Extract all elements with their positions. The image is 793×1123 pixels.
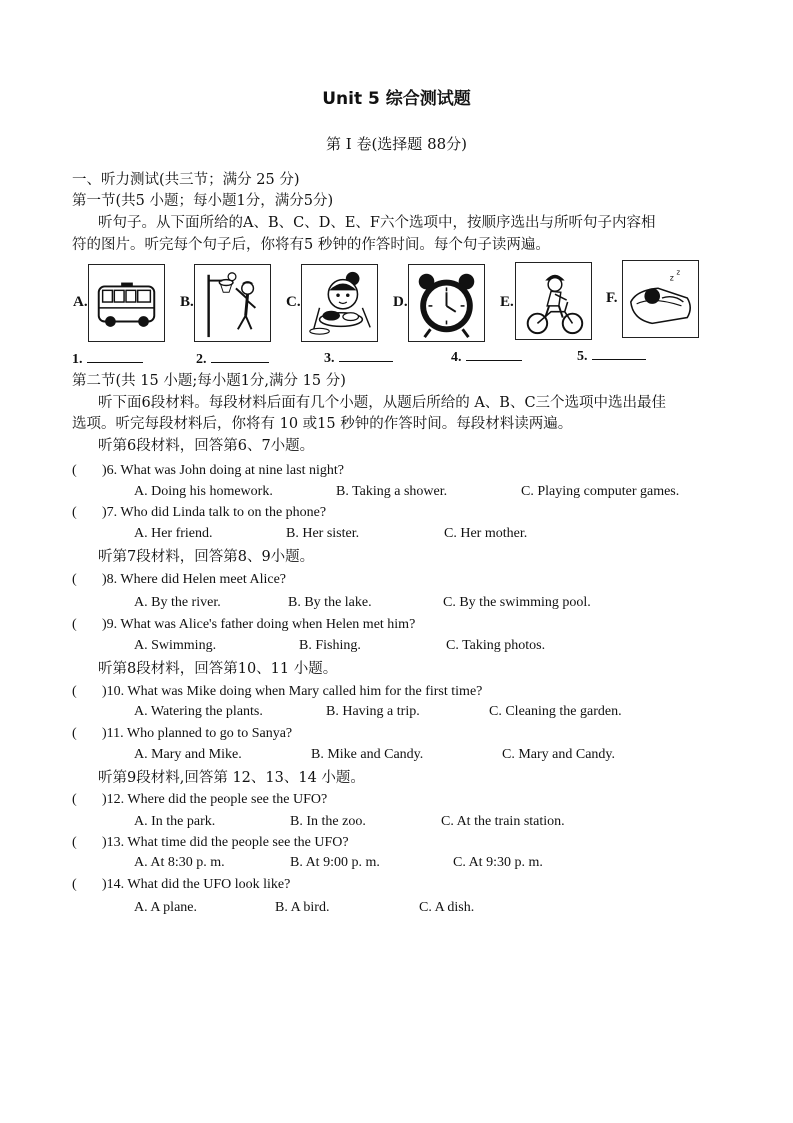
answer-blank-3[interactable]: 3. xyxy=(324,349,393,367)
picture-label-f: F. xyxy=(606,290,618,306)
option-7a[interactable]: A. Her friend. xyxy=(134,526,213,541)
option-11b[interactable]: B. Mike and Candy. xyxy=(311,747,424,762)
section-heading: 一、听力测试(共三节；满分 25 分) xyxy=(72,172,300,188)
pillow-sleep-icon xyxy=(622,260,699,338)
part2-instruction-line2: 选项。听完每段材料后，你将有 10 或15 秒钟的作答时间。每段材料读两遍。 xyxy=(72,416,573,432)
basketball-icon xyxy=(194,264,271,342)
part1-instruction-line1: 听句子。从下面所给的A、B、C、D、E、F六个选项中，按顺序选出与所听句子内容相 xyxy=(98,215,656,231)
group-intro: 听第6段材料，回答第6、7小题。 xyxy=(98,438,315,454)
question-11: ( )11. Who planned to go to Sanya? xyxy=(72,726,293,741)
girl-eating-icon xyxy=(301,264,378,342)
option-13b[interactable]: B. At 9:00 p. m. xyxy=(290,855,380,870)
part2-heading: 第二节(共 15 小题;每小题1分,满分 15 分) xyxy=(72,373,346,389)
option-6c[interactable]: C. Playing computer games. xyxy=(521,484,680,499)
option-13a[interactable]: A. At 8:30 p. m. xyxy=(134,855,225,870)
answer-blank-4[interactable]: 4. xyxy=(451,348,522,366)
alarm-clock-icon xyxy=(408,264,485,342)
bus-icon xyxy=(88,264,165,342)
option-7b[interactable]: B. Her sister. xyxy=(286,526,360,541)
picture-label-c: C. xyxy=(286,294,301,310)
paper-subtitle: 第 I 卷(选择题 88分) xyxy=(325,135,468,153)
question-14: ( )14. What did the UFO look like? xyxy=(72,877,291,892)
part1-instruction-line2: 符的图片。听完每个句子后，你将有5 秒钟的作答时间。每个句子读两遍。 xyxy=(72,237,550,253)
picture-label-d: D. xyxy=(393,294,408,310)
group-intro: 听第9段材料,回答第 12、13、14 小题。 xyxy=(98,770,365,786)
answer-blank-5[interactable]: 5. xyxy=(577,347,646,365)
cycling-icon xyxy=(515,262,592,340)
option-14c[interactable]: C. A dish. xyxy=(419,900,475,915)
page-title: Unit 5 综合测试题 xyxy=(322,89,471,109)
option-11c[interactable]: C. Mary and Candy. xyxy=(502,747,616,762)
svg-text:z: z xyxy=(669,273,674,283)
option-11a[interactable]: A. Mary and Mike. xyxy=(134,747,242,762)
question-12: ( )12. Where did the people see the UFO? xyxy=(72,792,328,807)
part2-instruction-line1: 听下面6段材料。每段材料后面有几个小题，从题后所给的 A、B、C三个选项中选出最佳 xyxy=(98,395,667,411)
answer-blank-2[interactable]: 2. xyxy=(196,350,269,368)
option-7c[interactable]: C. Her mother. xyxy=(444,526,528,541)
option-12b[interactable]: B. In the zoo. xyxy=(290,814,366,829)
option-12c[interactable]: C. At the train station. xyxy=(441,814,565,829)
option-8a[interactable]: A. By the river. xyxy=(134,595,221,610)
option-9c[interactable]: C. Taking photos. xyxy=(446,638,546,653)
part1-heading: 第一节(共5 小题；每小题1分，满分5分) xyxy=(72,193,334,209)
answer-blank-1[interactable]: 1. xyxy=(72,350,143,368)
question-9: ( )9. What was Alice's father doing when Helen met him? xyxy=(72,617,416,632)
option-10c[interactable]: C. Cleaning the garden. xyxy=(489,704,622,719)
question-13: ( )13. What time did the people see the UFO? xyxy=(72,835,349,850)
question-8: ( )8. Where did Helen meet Alice? xyxy=(72,572,286,587)
option-6a[interactable]: A. Doing his homework. xyxy=(134,484,273,499)
option-8b[interactable]: B. By the lake. xyxy=(288,595,372,610)
option-8c[interactable]: C. By the swimming pool. xyxy=(443,595,591,610)
option-14b[interactable]: B. A bird. xyxy=(275,900,330,915)
picture-label-b: B. xyxy=(180,294,194,310)
question-10: ( )10. What was Mike doing when Mary called him for the first time? xyxy=(72,684,483,699)
option-13c[interactable]: C. At 9:30 p. m. xyxy=(453,855,543,870)
picture-label-a: A. xyxy=(73,294,88,310)
question-7: ( )7. Who did Linda talk to on the phone? xyxy=(72,505,327,520)
option-10a[interactable]: A. Watering the plants. xyxy=(134,704,263,719)
option-6b[interactable]: B. Taking a shower. xyxy=(336,484,448,499)
option-12a[interactable]: A. In the park. xyxy=(134,814,216,829)
svg-text:z: z xyxy=(676,268,681,277)
option-14a[interactable]: A. A plane. xyxy=(134,900,197,915)
option-9a[interactable]: A. Swimming. xyxy=(134,638,217,653)
picture-label-e: E. xyxy=(500,294,514,310)
option-10b[interactable]: B. Having a trip. xyxy=(326,704,420,719)
question-6: ( )6. What was John doing at nine last night? xyxy=(72,463,344,478)
option-9b[interactable]: B. Fishing. xyxy=(299,638,361,653)
group-intro: 听第7段材料，回答第8、9小题。 xyxy=(98,549,315,565)
group-intro: 听第8段材料，回答第10、11 小题。 xyxy=(98,661,338,677)
